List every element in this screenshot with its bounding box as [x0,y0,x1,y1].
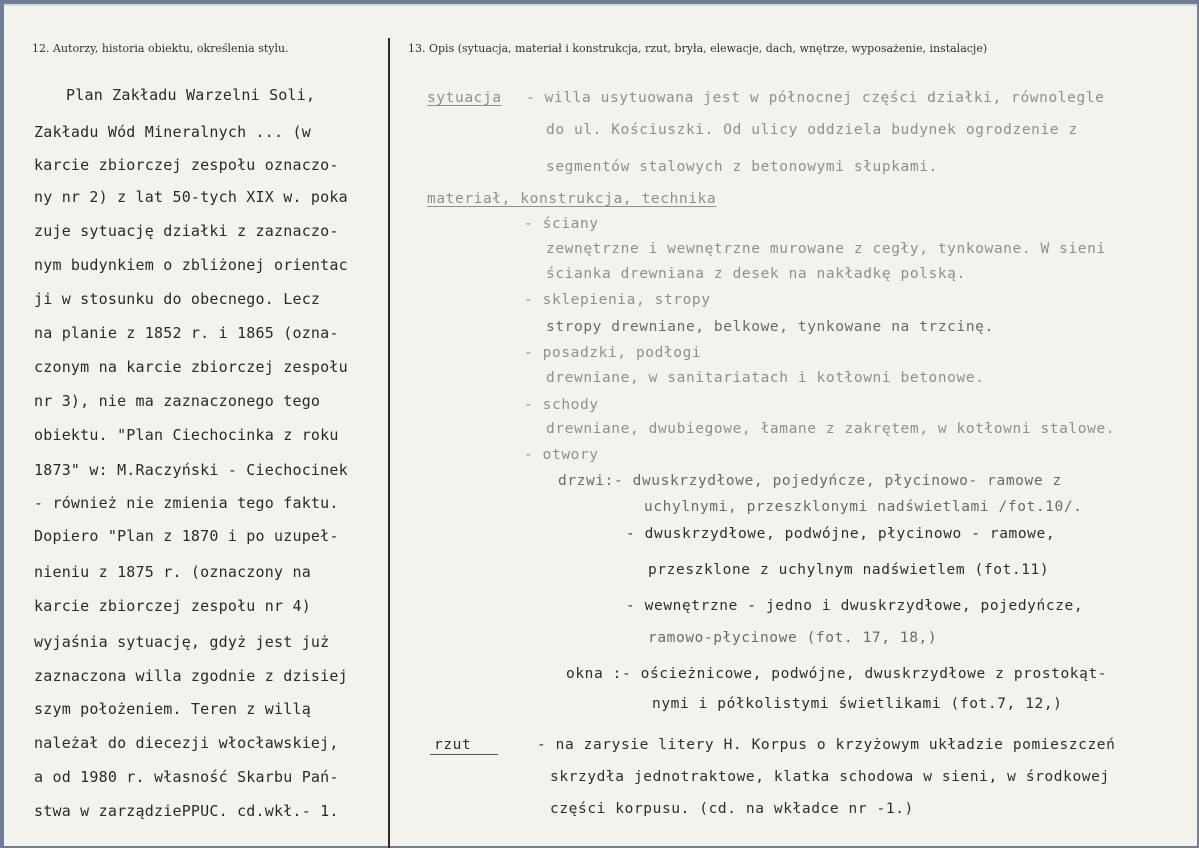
sytuacja-line-1: - willa usytuowana jest w północnej części działki, równolegle [526,90,1105,106]
document-page [4,4,1197,846]
schody-heading: - schody [524,397,599,413]
sciany-heading: - ściany [524,216,599,232]
history-line: zuje sytuację działki z zaznaczo- [34,222,339,240]
drzwi-line-5: - wewnętrzne - jedno i dwuskrzydłowe, pojedyńcze, [626,598,1084,614]
history-line: szym położeniem. Teren z willą [34,700,311,718]
history-line: nieniu z 1875 r. (oznaczony na [34,563,311,581]
history-line: - również nie zmienia tego faktu. [34,494,339,512]
history-line: Plan Zakładu Warzelni Soli, [66,86,316,104]
drzwi-line-1: drzwi:- dwuskrzydłowe, pojedyńcze, płycinowo- ramowe z [558,473,1062,489]
sciany-line-1: zewnętrzne i wewnętrzne murowane z cegły, tynkowane. W sieni [546,241,1106,257]
history-line: ji w stosunku do obecnego. Lecz [34,290,321,308]
sciany-line-2: ścianka drewniana z desek na nakładkę polską. [546,266,966,282]
posadzki-line-1: drewniane, w sanitariatach i kotłowni betonowe. [546,370,985,386]
okna-line-2: nymi i półkolistymi świetlikami (fot.7, 12,) [652,696,1063,712]
history-line: zaznaczona willa zgodnie z dzisiej [34,667,348,685]
column-divider [388,38,390,848]
sklepienia-line-1: stropy drewniane, belkowe, tynkowane na trzcinę. [546,319,994,335]
rzut-label: rzut [434,737,472,753]
sklepienia-heading: - sklepienia, stropy [524,292,711,308]
drzwi-line-3: - dwuskrzydłowe, podwójne, płycinowo - ramowe, [626,526,1056,542]
drzwi-line-2: uchylnymi, przeszklonymi nadświetlami /fot.10/. [644,499,1083,515]
drzwi-line-4: przeszklone z uchylnym nadświetlem (fot.11) [648,562,1050,578]
history-line: należał do diecezji włocławskiej, [34,734,339,752]
sytuacja-label: sytuacja [427,90,502,106]
history-line: nr 3), nie ma zaznaczonego tego [34,392,321,410]
sytuacja-line-2: do ul. Kościuszki. Od ulicy oddziela budynek ogrodzenie z [546,122,1078,138]
rzut-line-2: skrzydła jednotraktowe, klatka schodowa w sieni, w środkowej [550,769,1110,785]
history-line: karcie zbiorczej zespołu nr 4) [34,597,311,615]
history-line: czonym na karcie zbiorczej zespołu [34,358,348,376]
history-line: 1873" w: M.Raczyński - Ciechocinek [34,461,348,479]
rzut-line-1: - na zarysie litery H. Korpus o krzyżowym układzie pomieszczeń [537,737,1116,753]
history-line: Zakładu Wód Mineralnych ... (w [34,123,311,141]
posadzki-heading: - posadzki, podłogi [524,345,702,361]
okna-line-1: okna :- ościeżnicowe, podwójne, dwuskrzydłowe z prostokąt- [566,666,1108,682]
history-line: a od 1980 r. własność Skarbu Pań- [34,768,339,786]
history-line: na planie z 1852 r. i 1865 (ozna- [34,324,339,342]
history-line: nym budynkiem o zbliżonej orientac [34,256,348,274]
otwory-heading: - otwory [524,447,599,463]
rzut-line-3: części korpusu. (cd. na wkładce nr -1.) [550,801,914,817]
rzut-underline [430,754,498,755]
history-line: wyjaśnia sytuację, gdyż jest już [34,633,330,651]
sytuacja-line-3: segmentów stalowych z betonowymi słupkami. [546,159,938,175]
history-line: Dopiero "Plan z 1870 i po uzupeł- [34,527,339,545]
history-line: stwa w zarządziePPUC. cd.wkł.- 1. [34,802,339,820]
section-13-header: 13. Opis (sytuacja, materiał i konstrukcja, rzut, bryła, elewacje, dach, wnętrze, wyposażenie, instalacje) [408,42,988,55]
drzwi-line-6: ramowo-płycinowe (fot. 17, 18,) [648,630,938,646]
history-line: ny nr 2) z lat 50-tych XIX w. poka [34,188,348,206]
material-label: materiał, konstrukcja, technika [427,191,717,207]
section-12-header: 12. Autorzy, historia obiektu, określenia stylu. [32,42,289,55]
history-line: karcie zbiorczej zespołu oznaczo- [34,156,339,174]
history-line: obiektu. "Plan Ciechocinka z roku [34,426,339,444]
schody-line-1: drewniane, dwubiegowe, łamane z zakrętem, w kotłowni stalowe. [546,421,1116,437]
